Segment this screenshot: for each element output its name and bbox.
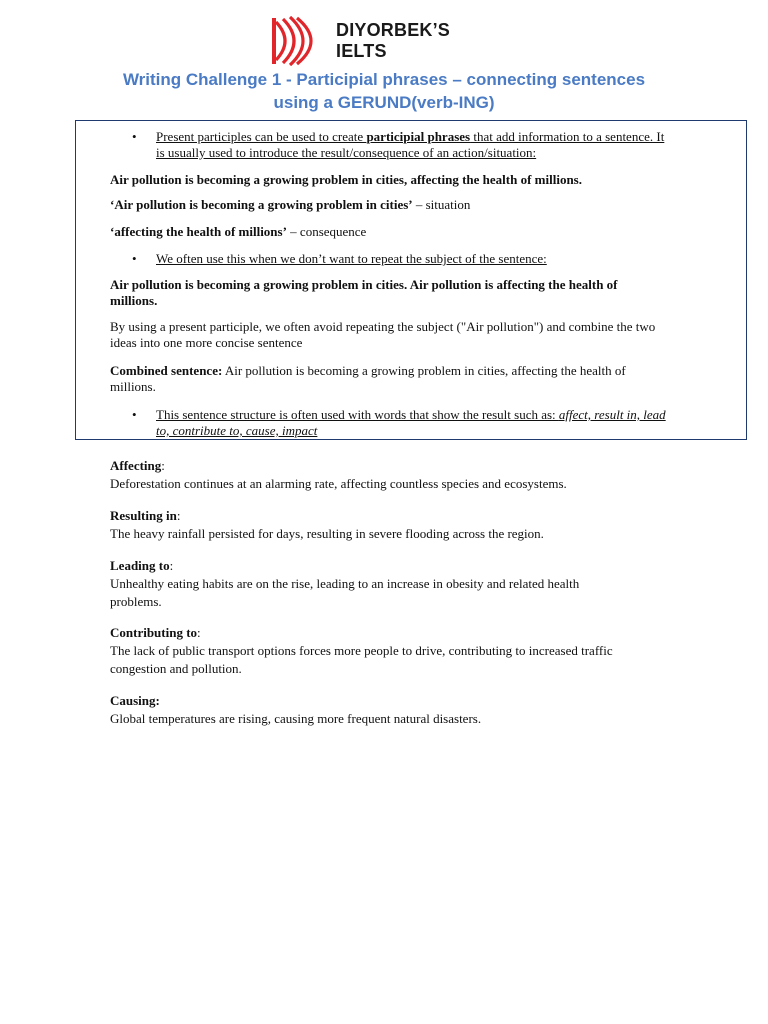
example-text: Unhealthy eating habits are on the rise, leading to an increase in obesity and related health: [110, 576, 580, 591]
bullet-1-line-2: is usually used to introduce the result/consequence of an action/situation:: [156, 145, 537, 160]
label-colon: :: [197, 625, 201, 640]
bullet-dot: •: [132, 129, 137, 144]
example-affecting: [110, 457, 730, 493]
logo-arcs-icon: [272, 16, 328, 66]
title-line-1: Writing Challenge 1 - Participial phrases – connecting sentences: [122, 70, 646, 89]
example-text-line-2: congestion and pollution.: [110, 661, 242, 676]
example-contributing-to: [110, 624, 730, 678]
explanation-line-2: ideas into one more concise sentence: [110, 335, 303, 350]
consequence-quote: ‘affecting the health of millions’: [110, 224, 287, 239]
bullet-3-text: This sentence structure is often used with words that show the result such as:: [156, 407, 559, 422]
bullet-2-text: We often use this when we don’t want to repeat the subject of the sentence:: [156, 251, 547, 266]
explanation-text: [110, 319, 720, 351]
bullet-dot: •: [132, 407, 137, 422]
repeat-line-2: millions.: [110, 293, 158, 308]
example-label: Affecting: [110, 458, 162, 473]
title-line-2: using a GERUND(verb-ING): [273, 93, 495, 112]
example-text: Global temperatures are rising, causing more frequent natural disasters.: [110, 711, 482, 726]
example-leading-to: [110, 557, 730, 611]
consequence-label: – consequence: [286, 224, 367, 239]
explanation-line-1: By using a present participle, we often avoid repeating the subject ("Air pollution") and combine the two: [110, 319, 656, 334]
bullet-1: [156, 129, 716, 161]
situation-line: [110, 197, 720, 213]
example-label: Causing:: [110, 693, 160, 708]
situation-label: – situation: [412, 197, 471, 212]
bullet-3-italic: affect, result in, lead: [558, 407, 666, 422]
page-title: [0, 68, 768, 114]
example-label: Leading to: [110, 558, 170, 573]
example-causing: [110, 692, 730, 728]
label-colon: :: [169, 558, 174, 573]
example-resulting-in: [110, 507, 730, 543]
combined-line-2: millions.: [110, 379, 156, 394]
bullet-dot: •: [132, 251, 137, 266]
repeat-example: [110, 277, 720, 309]
logo: [272, 16, 492, 68]
example-label: Contributing to: [110, 625, 198, 640]
situation-quote: ‘Air pollution is becoming a growing problem in cities’: [110, 197, 413, 212]
example-text: Deforestation continues at an alarming rate, affecting countless species and ecosystems.: [110, 476, 567, 491]
bullet-1-bold: participial phrases: [366, 129, 471, 144]
example-text-line-2: problems.: [110, 594, 162, 609]
bullet-3-line-2: to, contribute to, cause, impact: [156, 423, 318, 438]
example-text: The heavy rainfall persisted for days, resulting in severe flooding across the region.: [110, 526, 544, 541]
label-colon: :: [176, 508, 181, 523]
logo-line-1: DIYORBEK’S: [336, 20, 451, 40]
logo-text: [336, 20, 450, 62]
logo-line-2: IELTS: [336, 41, 387, 61]
combined-sentence: [110, 363, 720, 395]
example-text: The lack of public transport options forces more people to drive, contributing to increased traffic: [110, 643, 613, 658]
bullet-1-text: Present participles can be used to create: [156, 129, 367, 144]
bullet-3: [156, 407, 716, 439]
example-sentence: Air pollution is becoming a growing problem in cities, affecting the health of millions.: [110, 172, 582, 187]
consequence-line: [110, 224, 720, 240]
combined-label: Combined sentence:: [110, 363, 223, 378]
explanation-box: [75, 120, 747, 440]
bullet-1-text-end: that add information to a sentence. It: [470, 129, 665, 144]
combined-text: Air pollution is becoming a growing problem in cities, affecting the health of: [222, 363, 626, 378]
example-label: Resulting in: [110, 508, 177, 523]
label-colon: :: [161, 458, 165, 473]
bullet-2: [156, 251, 716, 267]
repeat-line-1: Air pollution is becoming a growing problem in cities. Air pollution is affecting the health of: [110, 277, 618, 292]
